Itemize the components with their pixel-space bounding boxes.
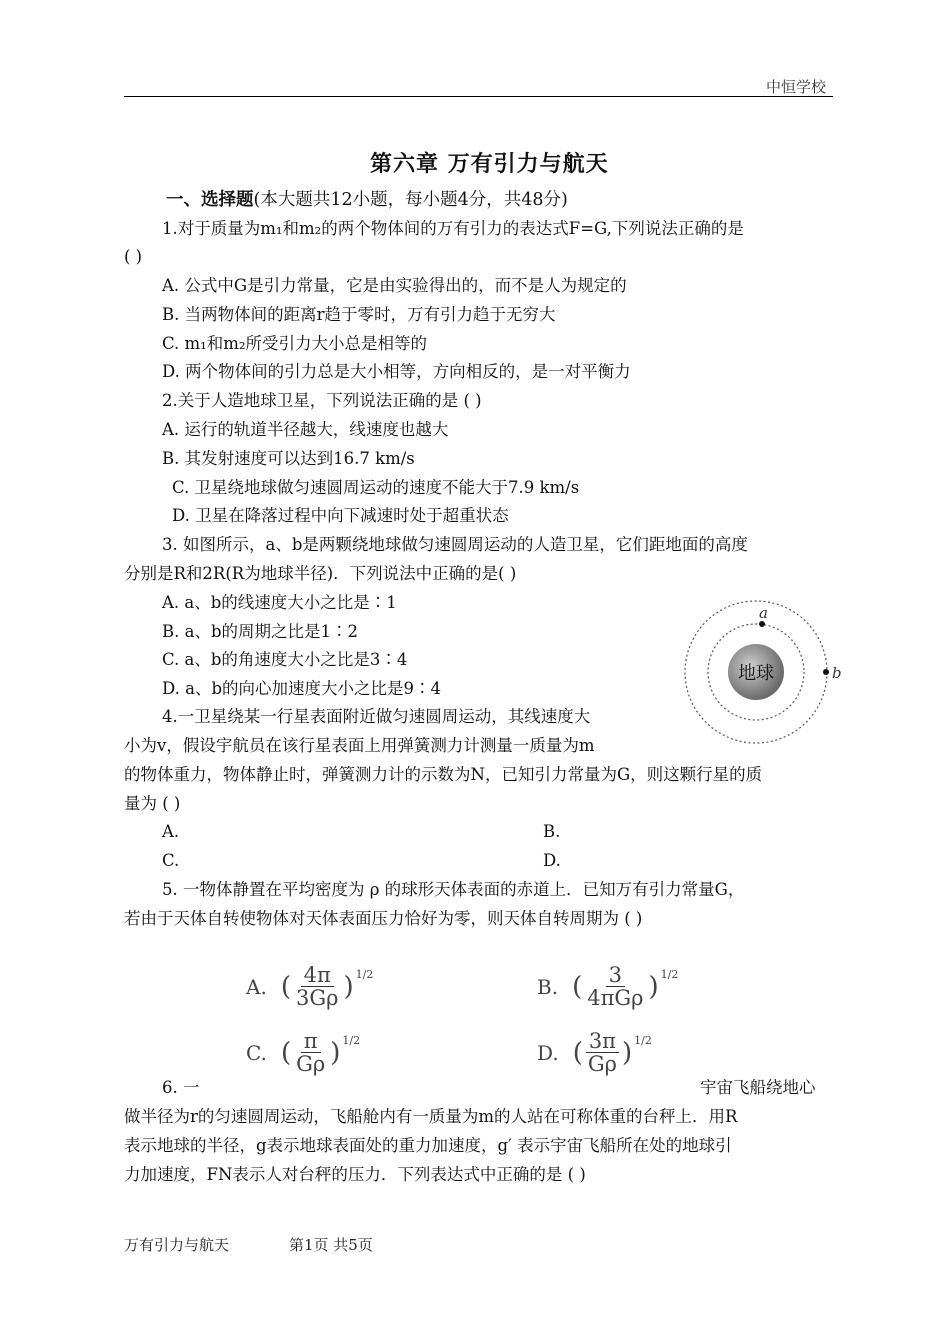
satellite-b-label: b [832,664,842,682]
q4-stem-4: 量为 ( ) [124,794,181,813]
fraction [584,964,646,1009]
satellite-a-label: a [759,604,768,622]
q6-stem-4: 力加速度，FN表示人对台秤的压力．下列表达式中正确的是 ( ) [124,1165,586,1184]
q4-stem-2: 小为v，假设宇航员在该行星表面上用弹簧测力计测量一质量为m [124,736,595,755]
q5-option-c [246,1030,360,1075]
exponent: 1/2 [355,968,374,981]
footer-subject: 万有引力与航天 [124,1236,230,1254]
q4-option-c: C. [162,851,180,870]
chapter-title: 第六章 万有引力与航天 [370,151,609,177]
numerator: 3π [586,1030,619,1053]
paren-open: ( [572,1037,583,1068]
numerator: 3 [606,964,625,987]
paren-close: ) [648,971,659,1002]
q5-option-d [537,1030,652,1075]
q4-stem-3: 的物体重力，物体静止时，弹簧测力计的示数为N，已知引力常量为G，则这颗行星的质 [124,765,763,784]
paren-close: ) [330,1037,341,1068]
q2-option-c: C. 卫星绕地球做匀速圆周运动的速度不能大于7.9 km/s [172,478,580,497]
q2-option-a: A. 运行的轨道半径越大，线速度也越大 [162,420,449,439]
fraction [293,1030,328,1075]
q3-stem: 3. 如图所示，a、b是两颗绕地球做匀速圆周运动的人造卫星，它们距地面的高度 [162,535,748,554]
q4-stem: 4.一卫星绕某一行星表面附近做匀速圆周运动，其线速度大 [162,707,591,726]
paren-open: ( [572,971,583,1002]
denominator: Gρ [296,1052,326,1076]
q5-option-b-label: B. [537,974,559,999]
q1-option-d: D. 两个物体间的引力总是大小相等，方向相反的，是一对平衡力 [162,362,631,381]
numerator: 4π [301,964,334,987]
fraction [585,1030,620,1075]
q1-option-c: C. m₁和m₂所受引力大小总是相等的 [162,334,428,353]
q3-option-d: D. a、b的向心加速度大小之比是9∶4 [162,679,442,698]
exponent: 1/2 [660,968,679,981]
q6-stem-lead: 6. 一 [162,1078,200,1097]
q5-option-a-label: A. [246,974,267,999]
exponent: 1/2 [342,1034,361,1047]
denominator: Gρ [587,1052,617,1076]
q4-option-d: D. [543,851,561,870]
paren-open: ( [280,971,291,1002]
school-name: 中恒学校 [766,78,827,96]
satellite-b [823,669,829,675]
q2-stem: 2.关于人造地球卫星，下列说法正确的是 ( ) [162,391,482,410]
q5-option-a [246,964,373,1009]
denominator: 4πGρ [587,986,644,1010]
numerator: π [301,1030,321,1053]
exponent: 1/2 [634,1034,652,1047]
paren-open: ( [280,1037,292,1068]
q1-option-a: A. 公式中G是引力常量，它是由实验得出的，而不是人为规定的 [162,276,627,295]
q5-stem-2: 若由于天体自转使物体对天体表面压力恰好为零，则天体自转周期为 ( ) [124,909,643,928]
q3-option-a: A. a、b的线速度大小之比是∶1 [162,593,397,612]
q5-stem: 5. 一物体静置在平均密度为 ρ 的球形天体表面的赤道上．已知万有引力常量G， [162,880,745,899]
section-label: 一、选择题 [166,190,254,210]
orbit-diagram [680,598,850,746]
q5-option-b [537,964,678,1009]
earth-label: 地球 [738,663,774,684]
q4-option-a: A. [162,822,180,841]
paren-close: ) [343,971,354,1002]
section-note: (本大题共12小题，每小题4分，共48分) [253,190,568,210]
q5-option-c-label: C. [246,1040,267,1065]
q3-option-b: B. a、b的周期之比是1∶2 [162,622,359,641]
header-rule [124,96,833,97]
footer-page-number: 第1页 共5页 [289,1236,373,1254]
q2-option-b: B. 其发射速度可以达到16.7 km/s [162,449,415,468]
q1-stem: 1.对于质量为m₁和m₂的两个物体间的万有引力的表达式F=G,下列说法正确的是 [162,219,744,238]
denominator: 3Gρ [295,986,339,1010]
paren-close: ) [621,1037,633,1068]
q2-option-d: D. 卫星在降落过程中向下减速时处于超重状态 [172,506,509,525]
q3-option-c: C. a、b的角速度大小之比是3∶4 [162,650,408,669]
q3-stem-cont: 分别是R和2R(R为地球半径)．下列说法中正确的是( ) [124,564,517,583]
q6-stem-tail: 宇宙飞船绕地心 [700,1078,816,1097]
q5-option-d-label: D. [537,1040,559,1065]
q4-option-b: B. [543,822,561,841]
q1-answer-blank: ( ) [124,247,143,266]
fraction [293,964,341,1009]
q1-option-b: B. 当两物体间的距离r趋于零时，万有引力趋于无穷大 [162,305,556,324]
q6-stem-2: 做半径为r的匀速圆周运动，飞船舱内有一质量为m的人站在可称体重的台秤上．用R [124,1107,738,1126]
section-heading [166,186,568,211]
q6-stem-3: 表示地球的半径，g表示地球表面处的重力加速度，g′ 表示宇宙飞船所在处的地球引 [124,1136,732,1155]
